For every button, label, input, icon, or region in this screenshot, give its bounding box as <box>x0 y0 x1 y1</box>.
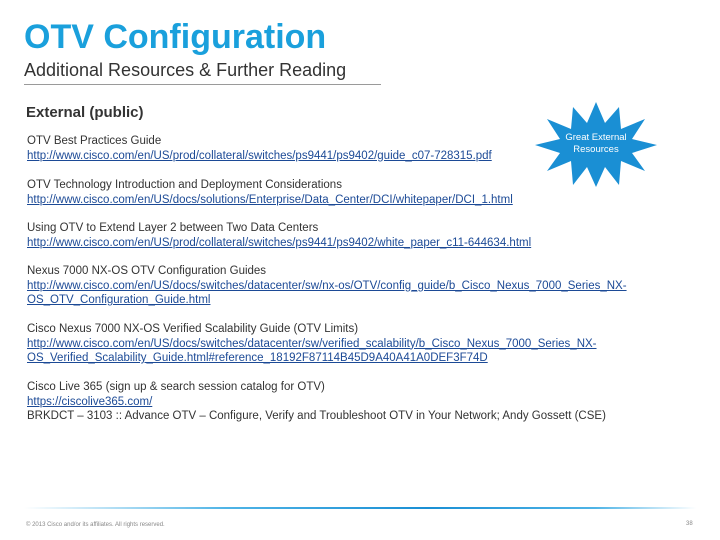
resource-entry <box>27 322 597 366</box>
resource-entry <box>27 264 627 308</box>
footer-copyright: © 2013 Cisco and/or its affiliates. All rights reserved. <box>26 522 165 528</box>
session-note: BRKDCT – 3103 :: Advance OTV – Configure, Verify and Troubleshoot OTV in Your Network; Andy Gossett (CSE) <box>27 410 606 422</box>
resource-title: OTV Technology Introduction and Deployment Considerations <box>27 179 342 191</box>
badge-text: Great External Resources <box>565 132 627 155</box>
resource-link-line: http://www.cisco.com/en/US/docs/switches/datacenter/sw/verified_scalability/b_Cisco_Nexus_7000_Series_NX- <box>27 337 597 350</box>
resource-link[interactable]: http://www.cisco.com/en/US/prod/collateral/switches/ps9441/ps9402/white_paper_c11-644634.html <box>27 236 532 249</box>
resource-link[interactable]: http://www.cisco.com/en/US/prod/collateral/switches/ps9441/ps9402/guide_c07-728315.pdf <box>27 149 492 162</box>
resource-link[interactable] <box>27 337 597 366</box>
resource-title: Using OTV to Extend Layer 2 between Two Data Centers <box>27 222 319 234</box>
resource-title: Cisco Nexus 7000 NX-OS Verified Scalability Guide (OTV Limits) <box>27 323 359 335</box>
resource-link[interactable]: https://ciscolive365.com/ <box>27 395 153 408</box>
resource-entry <box>27 380 606 424</box>
starburst-badge <box>533 99 659 189</box>
resource-entry <box>27 134 492 163</box>
resource-title: Nexus 7000 NX-OS OTV Configuration Guides <box>27 265 267 277</box>
subtitle-divider <box>24 84 381 85</box>
resource-link-line: OS_OTV_Configuration_Guide.html <box>27 294 211 306</box>
page-number: 38 <box>686 521 693 527</box>
resource-link-line: http://www.cisco.com/en/US/docs/switches/datacenter/sw/nx-os/OTV/config_guide/b_Cisco_Nexus_7000_Series_NX- <box>27 279 627 292</box>
footer-accent-line <box>24 507 696 509</box>
slide-title: OTV Configuration <box>24 18 327 56</box>
resource-entry <box>27 221 531 250</box>
slide-subtitle: Additional Resources & Further Reading <box>24 60 347 80</box>
resource-link-line: OS_Verified_Scalability_Guide.html#reference_18192F87114B45D9A40A41A0DEF3F74D <box>27 352 488 364</box>
resource-title: OTV Best Practices Guide <box>27 135 162 147</box>
resource-title: Cisco Live 365 (sign up & search session catalog for OTV) <box>27 381 325 393</box>
resource-link[interactable]: http://www.cisco.com/en/US/docs/solutions/Enterprise/Data_Center/DCI/whitepaper/DCI_1.html <box>27 193 513 206</box>
section-heading: External (public) <box>26 104 144 121</box>
resource-link[interactable] <box>27 279 627 308</box>
resource-entry <box>27 178 513 207</box>
